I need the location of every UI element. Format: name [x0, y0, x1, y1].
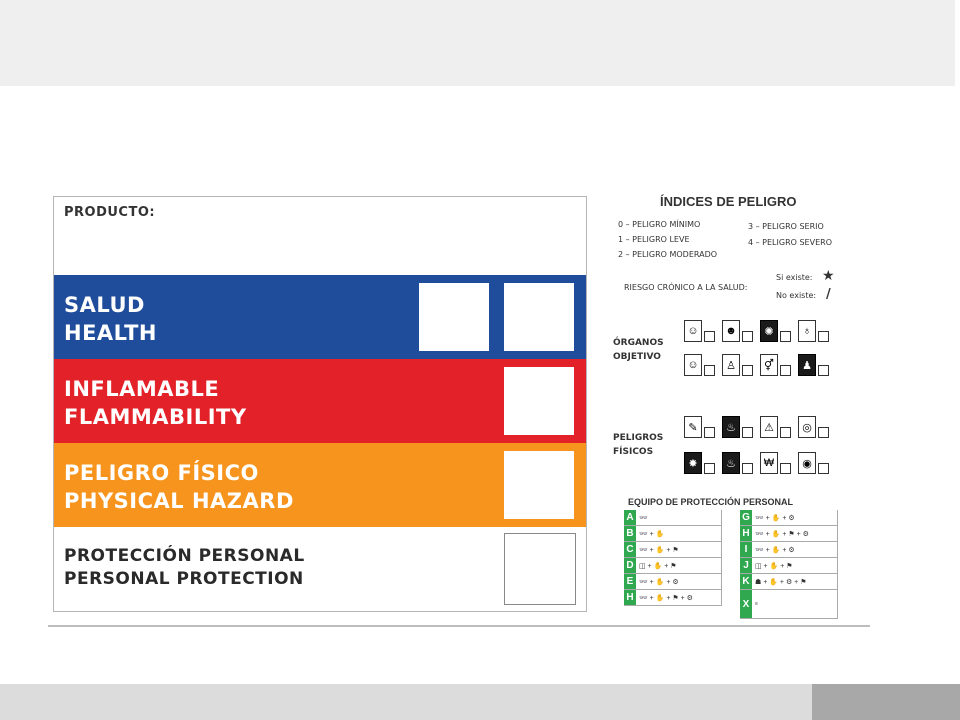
ppe-entry	[624, 590, 722, 606]
organs-label-1: ÓRGANOS	[613, 338, 664, 348]
ppe-label-en: PERSONAL PROTECTION	[64, 569, 304, 589]
flammability-box[interactable]	[504, 367, 574, 435]
goggles-gloves-apron-mask-icon: 👓 + ✋ + ⚑ + ⚙	[639, 594, 693, 602]
pen-icon: ✎	[684, 416, 702, 438]
ppe-letter: H	[740, 526, 752, 541]
flammability-text	[64, 375, 247, 431]
ppe-legend-right	[740, 510, 838, 619]
level-1: 1 – PELIGRO LEVE	[618, 235, 690, 244]
organ-icon: ♟	[798, 354, 816, 376]
ppe-entry	[740, 590, 838, 619]
radiation-icon: ₩	[760, 452, 778, 474]
product-row	[54, 197, 586, 275]
organ-icon: ☺	[684, 354, 702, 376]
health-label-en: HEALTH	[64, 321, 157, 345]
hazard-label-main	[53, 196, 587, 612]
organ-checkbox[interactable]	[742, 365, 753, 376]
flame-icon: ♨	[722, 452, 740, 474]
chronic-risk-label: RIESGO CRÓNICO A LA SALUD:	[624, 283, 748, 292]
ppe-letter: G	[740, 510, 752, 525]
oxidizer-icon: ◎	[798, 416, 816, 438]
level-0: 0 – PELIGRO MÍNIMO	[618, 220, 701, 229]
footer-band	[0, 684, 812, 720]
explosion-icon: ✸	[684, 452, 702, 474]
ppe-row	[54, 527, 586, 611]
physical-hazard-label-es: PELIGRO FÍSICO	[64, 461, 259, 485]
level-4: 4 – PELIGRO SEVERO	[748, 238, 832, 247]
physical-hazards-label	[613, 431, 663, 459]
physical-checkbox[interactable]	[742, 463, 753, 474]
ppe-letter: E	[624, 574, 636, 589]
flammability-label-en: FLAMMABILITY	[64, 405, 247, 429]
ppe-entry	[624, 510, 722, 526]
legend-title: ÍNDICES DE PELIGRO	[660, 194, 797, 209]
physical-checkbox[interactable]	[818, 427, 829, 438]
flammability-row	[54, 359, 586, 443]
goggles-gloves-mask-icon: 👓 + ✋ + ⚙	[755, 514, 795, 522]
organ-icon: ♁	[798, 320, 816, 342]
flame-icon: ♨	[722, 416, 740, 438]
goggles-gloves-apron-icon: 👓 + ✋ + ⚑	[639, 546, 679, 554]
person-icon: ⚠	[760, 416, 778, 438]
organ-checkbox[interactable]	[818, 365, 829, 376]
special-instructions-icon: ≡	[755, 601, 758, 607]
physical-checkbox[interactable]	[780, 427, 791, 438]
physical-hazard-label-en: PHYSICAL HAZARD	[64, 489, 294, 513]
organ-icon: ♙	[722, 354, 740, 376]
organs-icons-row-1	[684, 320, 834, 342]
health-box-2[interactable]	[504, 283, 574, 351]
ppe-letter: A	[624, 510, 636, 525]
goggles-gloves-mask-icon: 👓 + ✋ + ⚙	[639, 578, 679, 586]
ppe-letter: H	[624, 590, 636, 605]
organ-checkbox[interactable]	[818, 331, 829, 342]
flame-circle-icon: ◉	[798, 452, 816, 474]
organs-label	[613, 336, 664, 364]
physical-checkbox[interactable]	[742, 427, 753, 438]
ppe-entry	[740, 574, 838, 590]
goggles-gloves-apron-mask-icon: 👓 + ✋ + ⚑ + ⚙	[755, 530, 809, 538]
physical-checkbox[interactable]	[818, 463, 829, 474]
product-label: PRODUCTO:	[64, 205, 156, 220]
ppe-entry	[740, 558, 838, 574]
ppe-letter: D	[624, 558, 636, 573]
organ-icon: ☺	[684, 320, 702, 342]
ppe-box[interactable]	[504, 533, 576, 605]
full-suit-icon: ☗ + ✋ + ⚙ + ⚑	[755, 578, 807, 586]
organs-label-2: OBJETIVO	[613, 352, 661, 362]
ppe-legend-left	[624, 510, 722, 606]
physical-hazard-box[interactable]	[504, 451, 574, 519]
organ-icon: ☻	[722, 320, 740, 342]
not-exists-label: No existe:	[776, 291, 817, 300]
physical-checkbox[interactable]	[704, 463, 715, 474]
header-band	[0, 0, 955, 86]
ppe-letter: X	[740, 590, 752, 618]
health-box-1[interactable]	[419, 283, 489, 351]
hazard-legend	[610, 188, 870, 625]
organ-checkbox[interactable]	[704, 365, 715, 376]
health-label-es: SALUD	[64, 293, 145, 317]
ppe-letter: J	[740, 558, 752, 573]
health-text	[64, 291, 157, 347]
physical-hazard-text	[64, 459, 294, 515]
level-3: 3 – PELIGRO SERIO	[748, 222, 824, 231]
ppe-entry	[624, 526, 722, 542]
ppe-legend-title: EQUIPO DE PROTECCIÓN PERSONAL	[628, 497, 794, 507]
flammability-label-es: INFLAMABLE	[64, 377, 220, 401]
ppe-entry	[740, 542, 838, 558]
health-row	[54, 275, 586, 359]
physical-icons-row-2	[684, 452, 834, 474]
organs-icons-row-2	[684, 354, 834, 376]
physical-checkbox[interactable]	[704, 427, 715, 438]
organ-checkbox[interactable]	[742, 331, 753, 342]
organ-checkbox[interactable]	[704, 331, 715, 342]
ppe-text	[64, 545, 305, 591]
hazard-label-image	[48, 188, 870, 627]
ppe-entry	[624, 558, 722, 574]
physical-hazard-row	[54, 443, 586, 527]
goggles-gloves-icon: 👓 + ✋	[639, 530, 665, 538]
ppe-label-es: PROTECCIÓN PERSONAL	[64, 546, 305, 566]
footer-band-accent	[812, 684, 960, 720]
ppe-entry	[624, 542, 722, 558]
ppe-letter: K	[740, 574, 752, 589]
faceshield-gloves-apron-icon: ◫ + ✋ + ⚑	[755, 562, 793, 570]
ppe-letter: C	[624, 542, 636, 557]
physical-checkbox[interactable]	[780, 463, 791, 474]
goggles-icon: 👓	[639, 514, 648, 522]
organ-icon: ⚥	[760, 354, 778, 376]
level-2: 2 – PELIGRO MODERADO	[618, 250, 718, 259]
slash-icon: /	[826, 287, 831, 302]
physical-hazards-label-2: FÍSICOS	[613, 447, 654, 457]
exists-label: Si existe:	[776, 273, 813, 282]
ppe-letter: I	[740, 542, 752, 557]
faceshield-gloves-apron-icon: ◫ + ✋ + ⚑	[639, 562, 677, 570]
goggles-gloves-respirator-icon: 👓 + ✋ + ⚙	[755, 546, 795, 554]
ppe-letter: B	[624, 526, 636, 541]
organ-checkbox[interactable]	[780, 331, 791, 342]
organ-checkbox[interactable]	[780, 365, 791, 376]
physical-icons-row-1	[684, 416, 834, 438]
ppe-entry	[624, 574, 722, 590]
star-icon: ★	[822, 268, 835, 284]
brain-icon: ✺	[760, 320, 778, 342]
physical-hazards-label-1: PELIGROS	[613, 433, 664, 443]
ppe-entry	[740, 510, 838, 526]
ppe-entry	[740, 526, 838, 542]
